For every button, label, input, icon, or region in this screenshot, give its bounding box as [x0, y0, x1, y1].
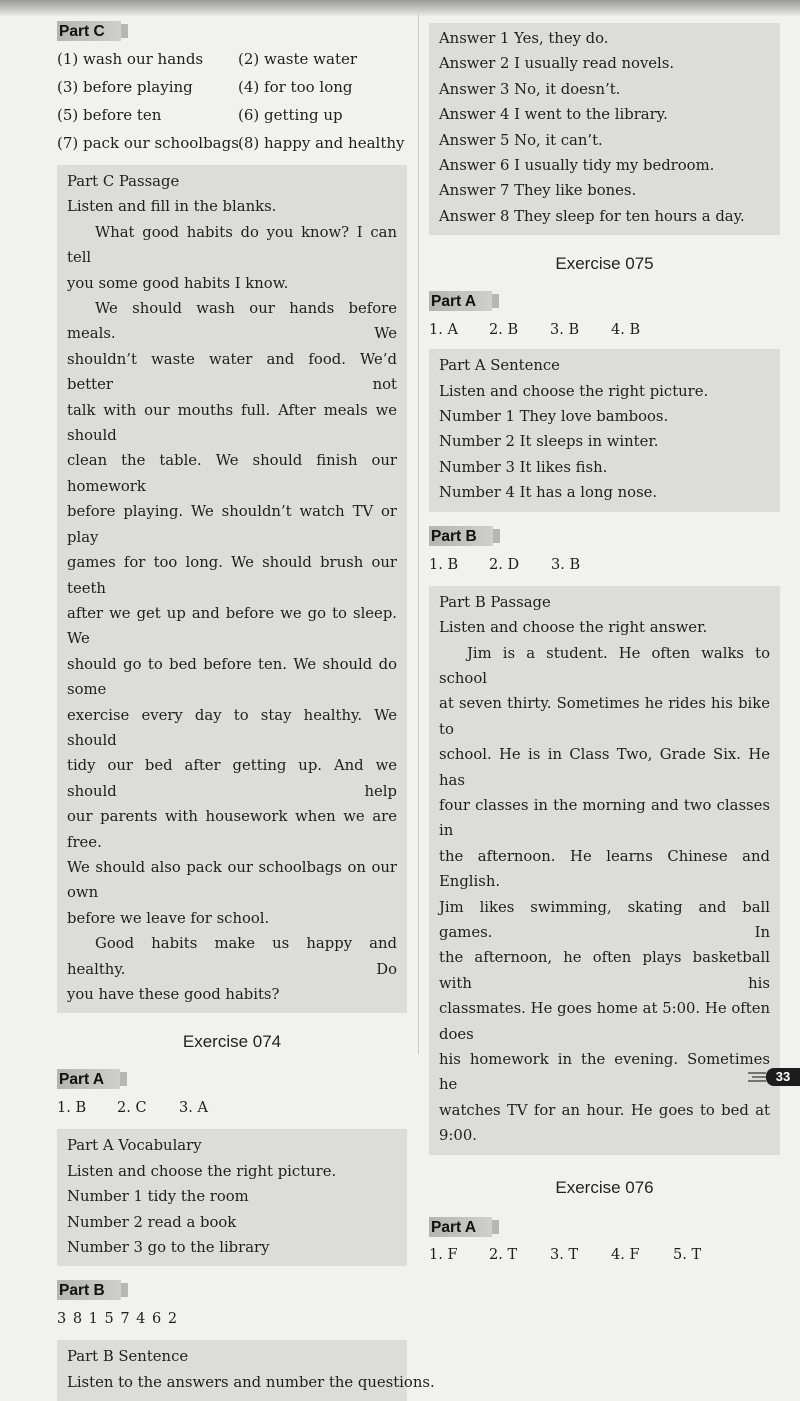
answer-item: (6) getting up [238, 106, 343, 124]
answer-item: (3) before playing [57, 78, 193, 96]
answer: 2. C [117, 1100, 147, 1117]
column-divider [418, 14, 419, 1054]
answer: 3. B [550, 322, 580, 339]
passage-line: you some good habits I know. [67, 274, 289, 292]
answer: 4. F [611, 1246, 640, 1263]
part-b-tag: Part B [57, 1280, 121, 1300]
box-line: Answer 5 No, it can’t. [439, 131, 603, 149]
part-b-passage-box [429, 586, 780, 1155]
exercise-title: Exercise 076 [555, 1177, 654, 1197]
box-line: Number 2 It sleeps in winter. [439, 433, 659, 451]
box-line: Listen to the answers and number the questions. [67, 1373, 435, 1391]
page-top-edge [0, 0, 800, 16]
box-line: Answer 2 I usually read novels. [439, 55, 675, 73]
exercise-title: Exercise 074 [182, 1032, 282, 1052]
passage-line: school. He is in Class Two, Grade Six. He has [439, 746, 770, 789]
part-b-answer: 3 8 1 5 7 4 6 2 [57, 1311, 179, 1328]
passage-line: classmates. He goes home at 5:00. He often does [439, 1000, 770, 1043]
passage-line: our parents with housework when we are free. [67, 808, 397, 851]
box-instruction: Listen and choose the right answer. [439, 619, 708, 637]
answers-box [429, 23, 780, 235]
passage-line: watches TV for an hour. He goes to bed at 9:00. [439, 1101, 770, 1145]
box-heading: Part A Sentence [439, 357, 560, 375]
passage-line: Good habits make us happy and healthy. Do [67, 935, 397, 978]
part-a-tag: Part A [429, 291, 492, 311]
answer-item: (7) pack our schoolbags [57, 134, 239, 152]
box-line: Number 2 read a book [67, 1213, 237, 1231]
answer: 2. D [489, 556, 520, 573]
part-b-sentence-box [57, 1340, 435, 1401]
page-number: 33 [766, 1068, 800, 1086]
box-line: Answer 7 They like bones. [439, 182, 637, 200]
passage-line: We should wash our hands before meals. We [67, 300, 397, 343]
passage-line: Jim likes swimming, skating and ball games. In [439, 898, 770, 941]
box-line: Answer 8 They sleep for ten hours a day. [439, 207, 745, 225]
box-line: Number 4 It has a long nose. [439, 484, 658, 502]
passage-line: before we leave for school. [67, 909, 270, 927]
passage-line: Jim is a student. He often walks to school [439, 644, 770, 687]
box-line: Number 3 go to the library [67, 1239, 270, 1257]
right-column [429, 16, 780, 1266]
passage-line: shouldn’t waste water and food. We’d better not [67, 350, 397, 394]
part-b-answers [429, 554, 780, 576]
answer-item: (2) waste water [238, 50, 358, 68]
answer: 2. T [489, 1246, 518, 1263]
passage-line: talk with our mouths full. After meals we should [67, 401, 397, 445]
box-line: Number 3 It likes fish. [439, 458, 608, 476]
box-instruction: Listen and fill in the blanks. [67, 198, 277, 216]
answer: 1. B [429, 556, 459, 573]
box-line: Answer 4 I went to the library. [439, 106, 668, 124]
passage-line: clean the table. We should finish our homework [67, 452, 397, 495]
part-a-tag: Part A [429, 1217, 492, 1237]
part-c-answers [57, 45, 407, 157]
box-line: Answer 3 No, it doesn’t. [439, 80, 621, 98]
answer: 4. B [611, 322, 641, 339]
answer: 3. T [550, 1246, 579, 1263]
answer-item: (1) wash our hands [57, 50, 204, 68]
page-number-decoration-icon [746, 1069, 766, 1085]
box-line: Answer 6 I usually tidy my bedroom. [439, 157, 715, 175]
part-a-answers [57, 1097, 407, 1119]
part-a-answers [429, 1244, 780, 1266]
passage-line: exercise every day to stay healthy. We should [67, 706, 397, 749]
answer: 1. A [429, 322, 458, 339]
passage-line: before playing. We shouldn’t watch TV or play [67, 503, 397, 546]
box-line: Listen and choose the right picture. [439, 382, 709, 400]
answer: 5. T [673, 1246, 702, 1263]
box-line: Number 1 tidy the room [67, 1188, 249, 1206]
box-heading: Part B Passage [439, 593, 551, 611]
passage-line: games for too long. We should brush our teeth [67, 554, 397, 597]
part-c-tag: Part C [57, 21, 121, 41]
box-heading: Part C Passage [67, 173, 180, 190]
answer: 1. F [429, 1246, 458, 1263]
part-a-tag: Part A [57, 1069, 120, 1089]
passage-line: his homework in the evening. Sometimes he [439, 1051, 770, 1094]
part-a-answers [429, 319, 780, 341]
box-line: Listen and choose the right picture. [67, 1162, 337, 1180]
passage-line: you have these good habits? [67, 986, 280, 1003]
passage-line: tidy our bed after getting up. And we should help [67, 757, 397, 800]
part-a-sentence-box [429, 349, 780, 511]
box-line: Answer 1 Yes, they do. [439, 30, 609, 47]
box-heading: Part B Sentence [67, 1348, 189, 1366]
passage-line: at seven thirty. Sometimes he rides his bike to [439, 695, 770, 738]
part-c-passage-box [57, 165, 407, 1013]
part-b-tag: Part B [429, 526, 493, 546]
passage-line: the afternoon, he often plays basketball with his [439, 949, 770, 992]
passage-line: should go to bed before ten. We should do some [67, 655, 397, 699]
passage-line: the afternoon. He learns Chinese and English. [439, 847, 770, 891]
answer: 2. B [489, 322, 519, 339]
answer-item: (5) before ten [57, 106, 162, 124]
left-column [57, 16, 435, 1401]
answer-item: (4) for too long [238, 78, 353, 96]
passage-line: four classes in the morning and two classes in [439, 796, 770, 840]
passage-line: What good habits do you know? I can tell [67, 223, 397, 267]
passage-line: We should also pack our schoolbags on our own [67, 858, 397, 902]
answer-item: (8) happy and healthy [238, 134, 405, 152]
exercise-title: Exercise 075 [555, 254, 654, 274]
answer: 3. A [179, 1100, 208, 1117]
part-a-vocabulary-box [57, 1129, 407, 1266]
box-heading: Part A Vocabulary [67, 1137, 202, 1155]
answer: 3. B [551, 556, 581, 573]
box-line: Number 1 They love bamboos. [439, 408, 669, 426]
answer: 1. B [57, 1100, 87, 1117]
passage-line: after we get up and before we go to sleep. We [67, 604, 397, 648]
